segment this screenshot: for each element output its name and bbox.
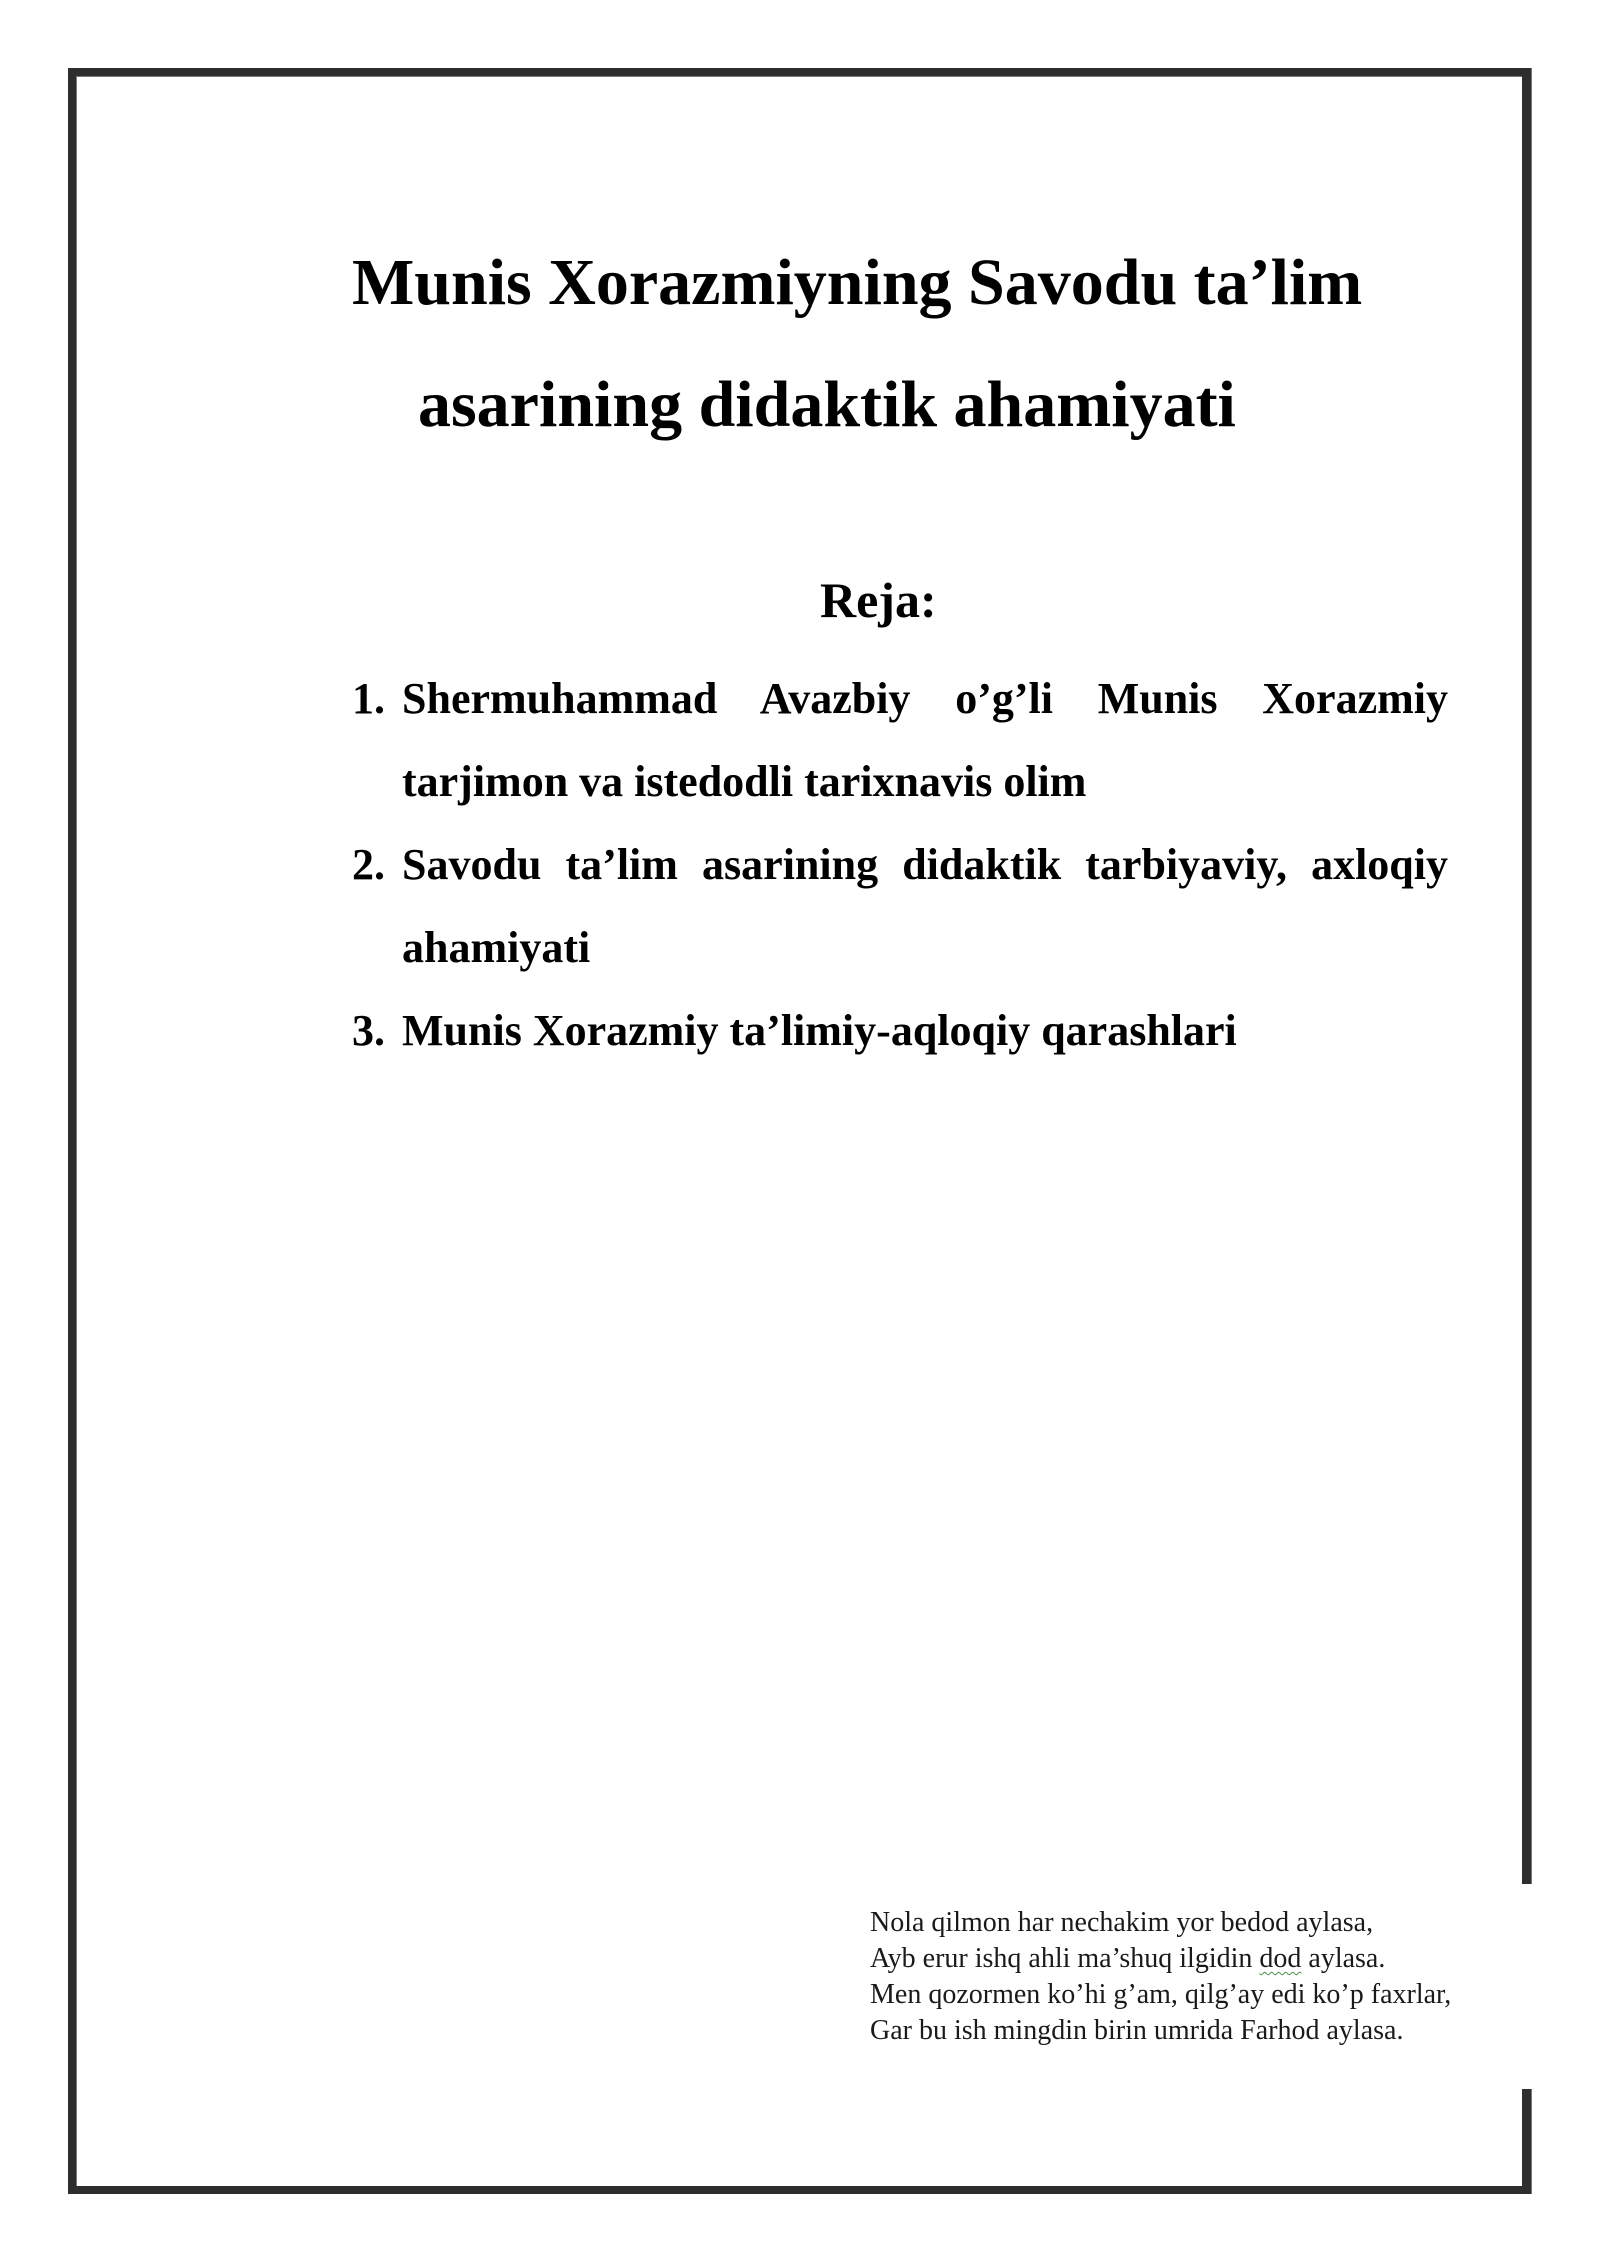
plan-item-text: Savodu ta’lim asarining didaktik tarbiyaviy, axloqiy ahamiyati — [402, 840, 1448, 972]
poem-line-4: Gar bu ish mingdin birin umrida Farhod aylasa. — [870, 2015, 1404, 2046]
poem-line-2 — [870, 1941, 1530, 1977]
document-title — [200, 222, 1500, 466]
document-title-line-2: asarining didaktik ahamiyati — [418, 368, 1236, 441]
plan-list — [352, 657, 1448, 1072]
spellcheck-flagged-word: dod — [1259, 1943, 1302, 1974]
poem-excerpt — [870, 1903, 1530, 2055]
plan-item-3 — [352, 989, 1448, 1072]
poem-line-1: Nola qilmon har nechakim yor bedod aylasa, — [870, 1907, 1374, 1938]
plan-item-text: Shermuhammad Avazbiy o’g’li Munis Xorazmiy tarjimon va istedodli tarixnavis olim — [402, 674, 1448, 806]
document-title-line-1: Munis Xorazmiyning Savodu ta’lim — [352, 246, 1363, 319]
page-border-right-lower — [1522, 2089, 1532, 2194]
plan-item-2 — [352, 823, 1448, 989]
plan-item-number: 1. — [352, 674, 385, 723]
plan-item-1 — [352, 657, 1448, 823]
plan-heading: Reja: — [820, 572, 937, 628]
plan-item-number: 2. — [352, 840, 385, 889]
poem-line-2-end: aylasa. — [1301, 1943, 1386, 1974]
page-border-right-upper — [1522, 68, 1532, 1884]
poem-line-2-start: Ayb erur ishq ahli ma’shuq ilgidin — [870, 1943, 1260, 1974]
plan-item-text: Munis Xorazmiy ta’limiy-aqloqiy qarashlari — [402, 1006, 1237, 1055]
poem-line-3: Men qozormen ko’hi g’am, qilg’ay edi ko’p faxrlar, — [870, 1979, 1452, 2010]
plan-item-number: 3. — [352, 1006, 385, 1055]
